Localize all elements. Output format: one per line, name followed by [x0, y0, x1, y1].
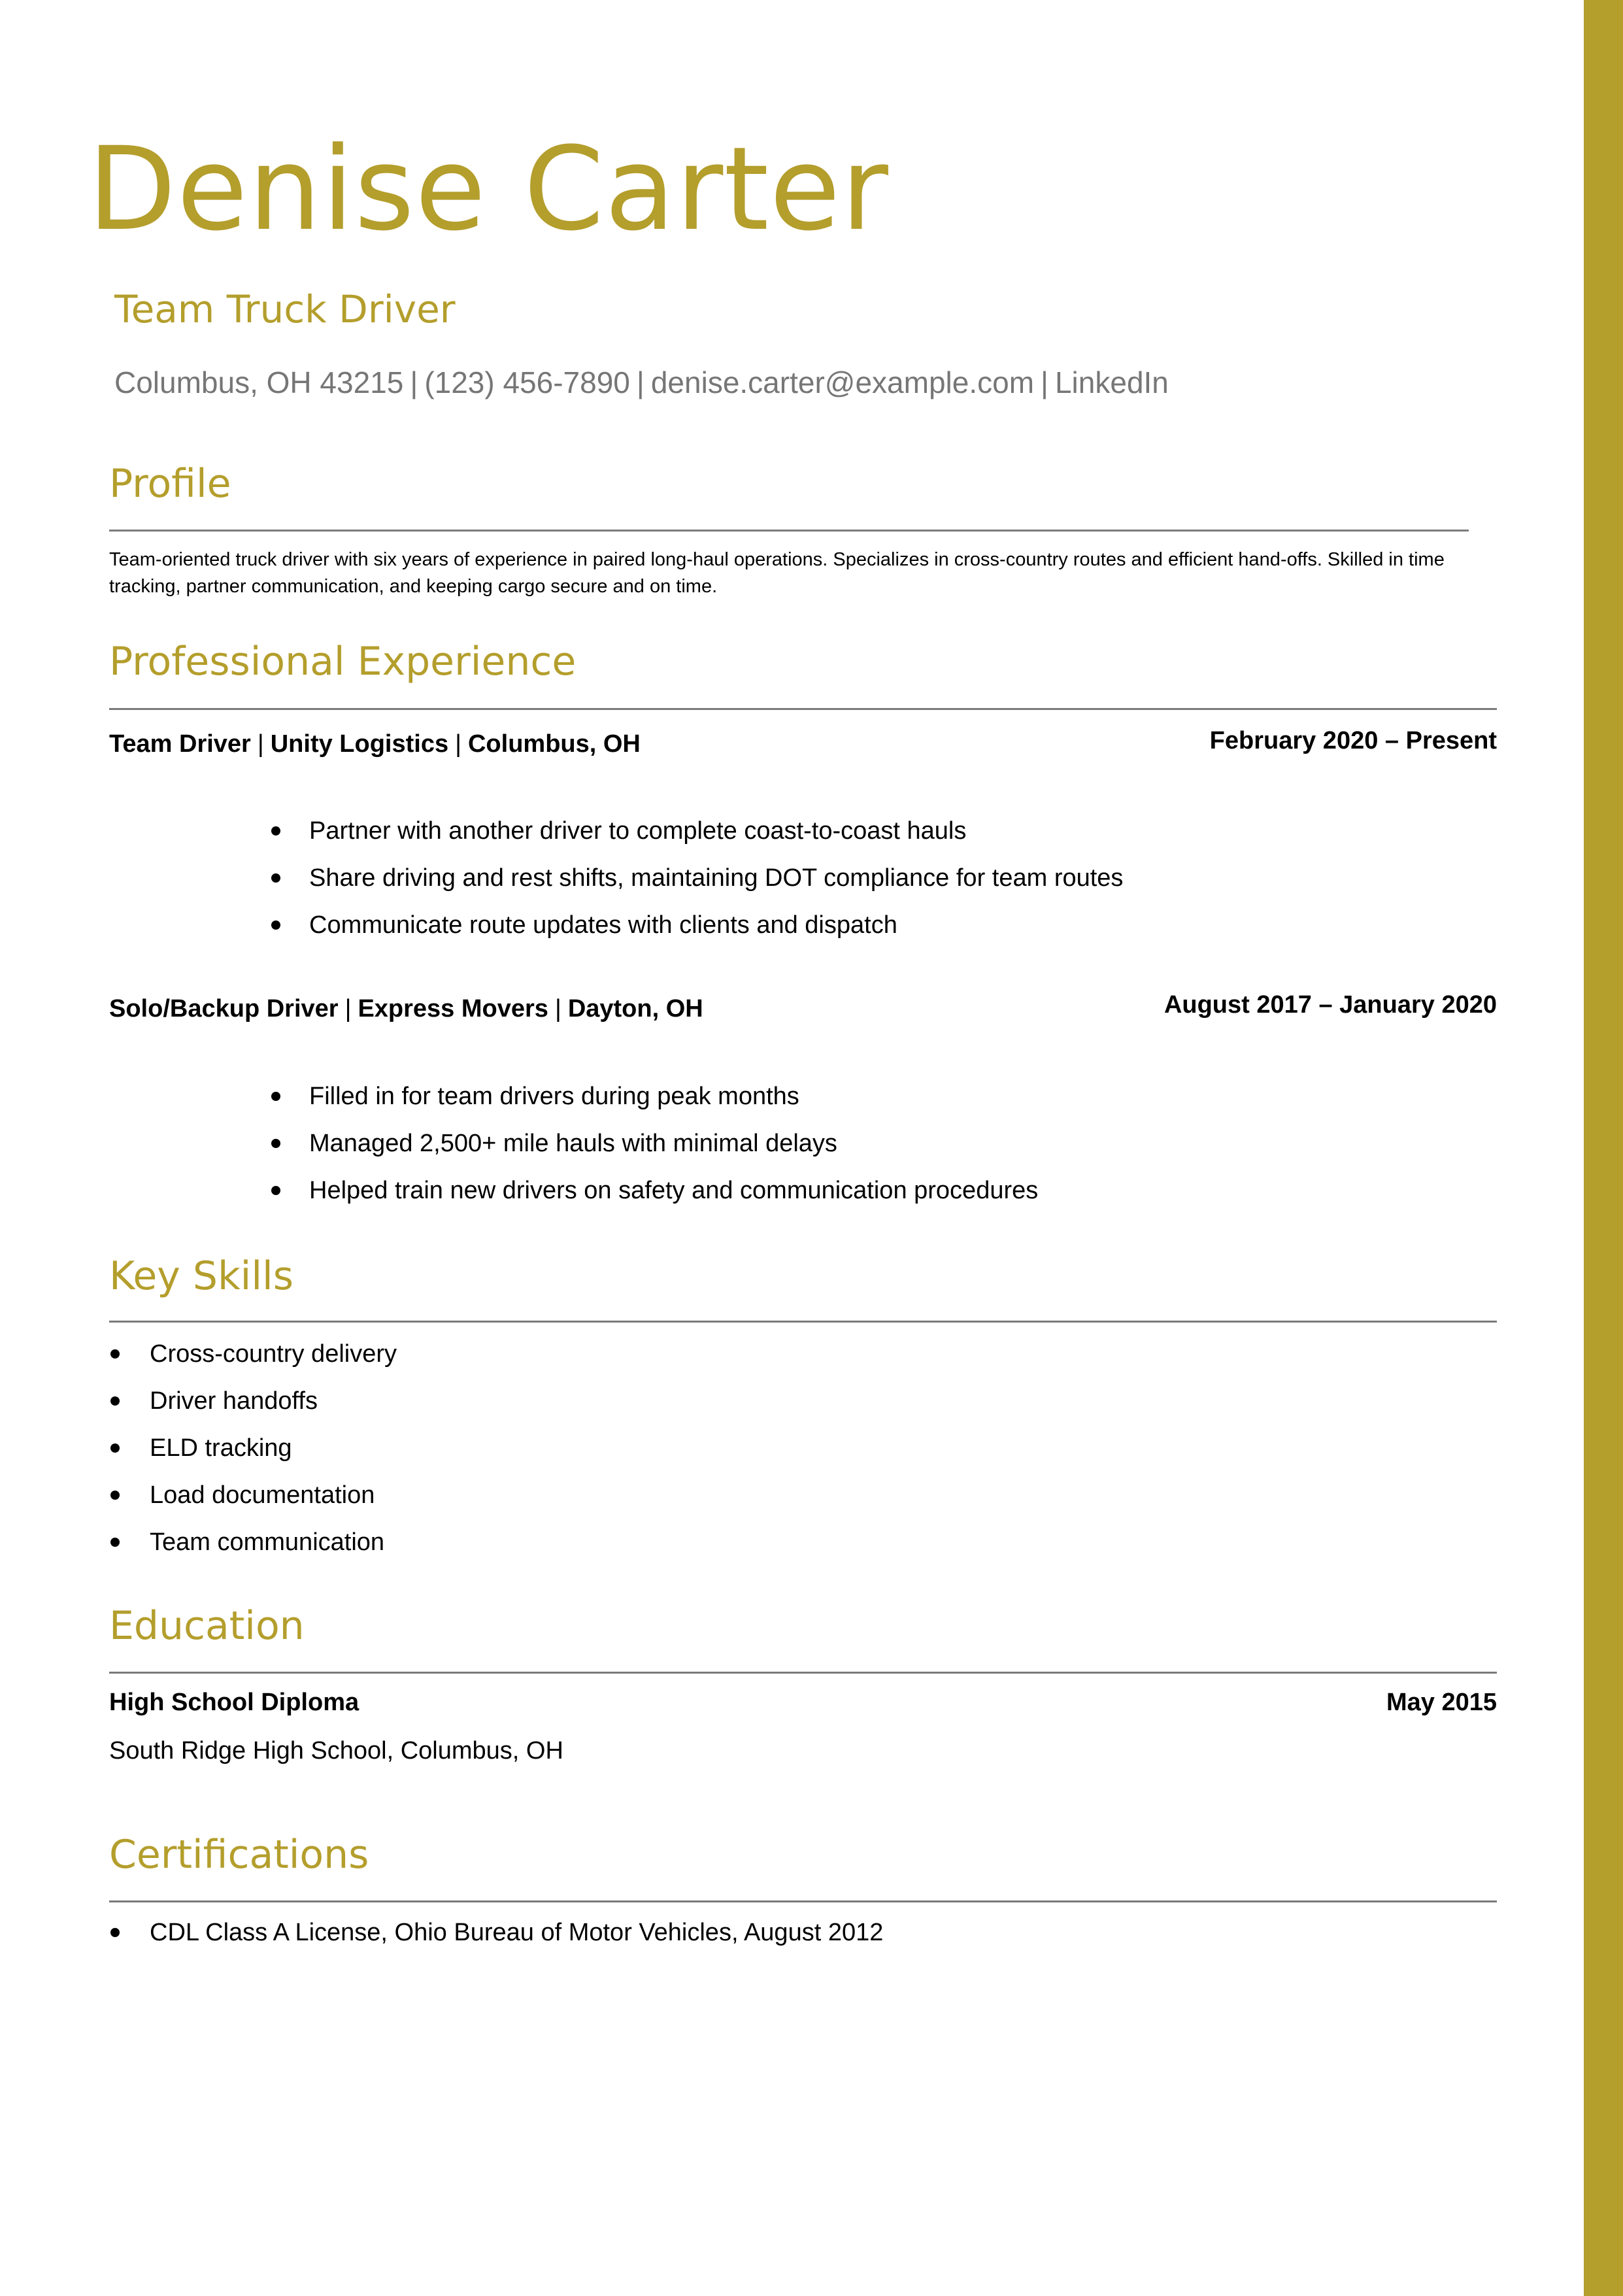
job-dates: February 2020 – Present: [1209, 727, 1497, 754]
section-divider: [109, 1321, 1497, 1323]
list-item-text: Load documentation: [150, 1481, 375, 1509]
list-item: [150, 1472, 397, 1519]
bullet-icon: [110, 1443, 120, 1453]
job-location: Dayton, OH: [567, 995, 703, 1022]
contact-separator: |: [410, 365, 418, 399]
section-divider: [109, 1672, 1497, 1674]
bullet-icon: [110, 1538, 120, 1547]
bullet-icon: [271, 920, 280, 930]
section-divider: [109, 530, 1469, 532]
bullet-icon: [271, 1092, 280, 1101]
list-item-text: ELD tracking: [150, 1434, 292, 1462]
job-company: Express Movers: [358, 995, 548, 1022]
linkedin-link[interactable]: LinkedIn: [1054, 365, 1169, 399]
bullet-icon: [110, 1928, 120, 1937]
list-item-text: Team communication: [150, 1528, 385, 1556]
skills-list: [150, 1330, 397, 1566]
list-item-text: Partner with another driver to complete coast-to-coast hauls: [309, 817, 967, 845]
list-item-text: CDL Class A License, Ohio Bureau of Motor Vehicles, August 2012: [150, 1919, 884, 1946]
job-bullet-list: [309, 1073, 1038, 1214]
list-item-text: Cross-country delivery: [150, 1340, 397, 1368]
contact-email[interactable]: denise.carter@example.com: [650, 365, 1035, 399]
list-item: [309, 1167, 1038, 1214]
bullet-icon: [271, 826, 280, 836]
list-item: [150, 1377, 397, 1425]
list-item: [150, 1909, 883, 1956]
list-item: [309, 1120, 1038, 1167]
contact-phone: (123) 456-7890: [424, 365, 630, 399]
bullet-icon: [110, 1491, 120, 1500]
section-heading-certifications: Certifications: [109, 1832, 369, 1878]
section-heading-experience: Professional Experience: [109, 639, 577, 684]
bullet-icon: [271, 873, 280, 883]
section-divider: [109, 1900, 1497, 1902]
list-item-text: Communicate route updates with clients and dispatch: [309, 911, 897, 939]
certifications-list: [150, 1909, 883, 1956]
job-title: Team Truck Driver: [114, 287, 456, 331]
job-bullet-list: [309, 807, 1123, 949]
section-heading-education: Education: [109, 1603, 305, 1649]
list-item-text: Share driving and rest shifts, maintaining DOT compliance for team routes: [309, 864, 1124, 892]
list-item-text: Driver handoffs: [150, 1387, 318, 1415]
list-item: [309, 854, 1123, 902]
job-separator: |: [257, 730, 264, 758]
list-item: [150, 1330, 397, 1377]
education-degree: High School Diploma: [109, 1689, 360, 1716]
list-item-text: Filled in for team drivers during peak months: [309, 1083, 799, 1110]
job-heading: [109, 727, 641, 761]
section-heading-skills: Key Skills: [109, 1253, 293, 1299]
list-item-text: Managed 2,500+ mile hauls with minimal delays: [309, 1130, 837, 1157]
job-dates: August 2017 – January 2020: [1163, 991, 1497, 1019]
section-divider: [109, 708, 1497, 710]
job-role: Solo/Backup Driver: [109, 995, 339, 1022]
contact-separator: |: [636, 365, 644, 399]
job-company: Unity Logistics: [270, 730, 449, 758]
bullet-icon: [110, 1349, 120, 1359]
candidate-name: Denise Carter: [88, 122, 889, 256]
contact-location: Columbus, OH 43215: [114, 365, 404, 399]
job-separator: |: [455, 730, 461, 758]
job-role: Team Driver: [109, 730, 251, 758]
job-heading: [109, 992, 703, 1026]
job-location: Columbus, OH: [467, 730, 641, 758]
education-school: South Ridge High School, Columbus, OH: [109, 1737, 563, 1764]
list-item-text: Helped train new drivers on safety and communication procedures: [309, 1177, 1039, 1204]
bullet-icon: [271, 1186, 280, 1195]
accent-side-bar: [1584, 0, 1623, 2296]
education-date: May 2015: [1386, 1689, 1497, 1716]
contact-line: [114, 361, 1169, 404]
list-item: [150, 1519, 397, 1566]
bullet-icon: [110, 1396, 120, 1406]
bullet-icon: [271, 1139, 280, 1148]
job-separator: |: [344, 995, 352, 1022]
list-item: [309, 1073, 1038, 1120]
profile-summary: Team-oriented truck driver with six years of experience in paired long-haul operations. Specializes in cross-country routes and efficient hand-offs. Skilled in time tracking, partner communication, and keeping cargo secure and on time.: [109, 549, 1445, 597]
section-heading-profile: Profile: [109, 461, 231, 507]
job-separator: |: [554, 995, 561, 1022]
contact-separator: |: [1041, 365, 1048, 399]
list-item: [150, 1425, 397, 1472]
list-item: [309, 902, 1123, 949]
list-item: [309, 807, 1123, 854]
